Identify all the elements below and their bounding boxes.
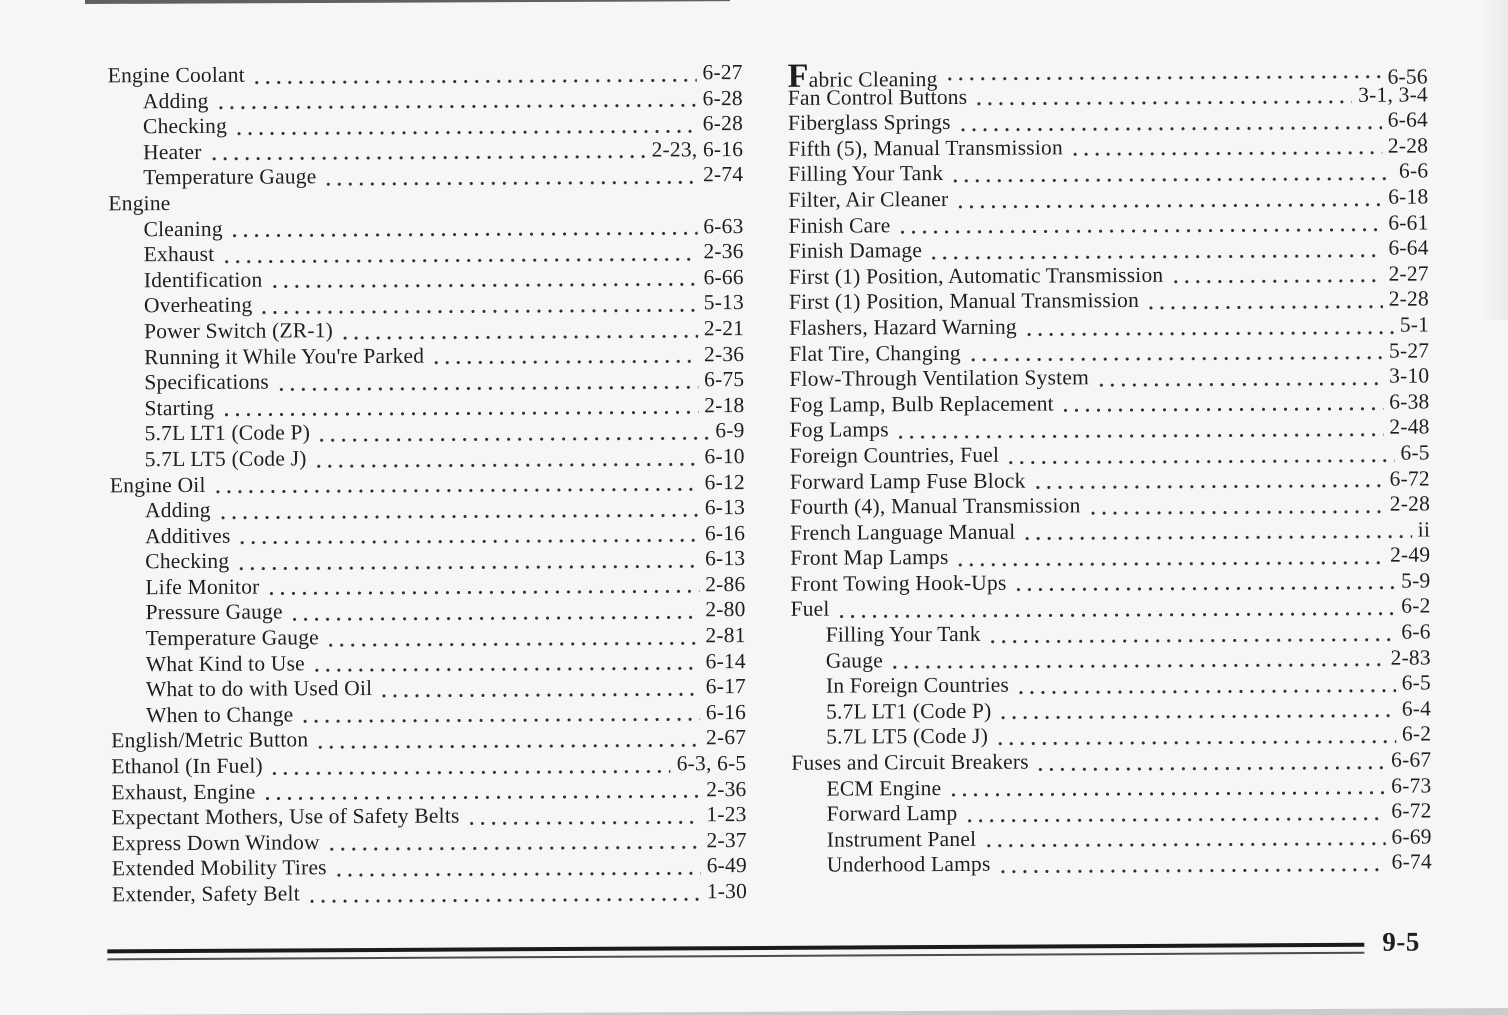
- entry-page-number: 6-2: [1401, 593, 1431, 619]
- entry-label: Temperature Gauge: [143, 164, 317, 190]
- entry-label: 5.7L LT1 (Code P): [826, 698, 992, 724]
- index-entry: [791, 747, 1431, 776]
- entry-label: Front Map Lamps: [790, 545, 949, 571]
- entry-label: Adding: [144, 497, 211, 523]
- index-entry: [791, 645, 1431, 674]
- entry-label: Filter, Air Cleaner: [788, 186, 949, 212]
- index-entry: [789, 287, 1429, 316]
- entry-page-number: 6-12: [704, 469, 745, 494]
- entry-page-number: 3-10: [1389, 363, 1430, 388]
- entry-page-number: 2-80: [705, 597, 746, 622]
- dot-leader: [1073, 151, 1382, 157]
- dot-leader: [1002, 714, 1396, 720]
- index-entry: [109, 265, 744, 294]
- entry-page-number: 2-37: [706, 827, 747, 853]
- entry-label: Expectant Mothers, Use of Safety Belts: [111, 803, 460, 830]
- entry-label: Front Towing Hook-Ups: [790, 570, 1007, 596]
- entry-label: Running it While You're Parked: [144, 343, 425, 369]
- entry-page-number: 6-17: [705, 674, 746, 699]
- entry-page-number: 6-13: [704, 546, 746, 571]
- entry-label: Flow-Through Ventilation System: [789, 365, 1090, 391]
- dot-leader: [1019, 688, 1396, 694]
- index-entry: [111, 700, 746, 729]
- index-entry: [790, 415, 1430, 444]
- dot-leader: [1099, 381, 1383, 386]
- index-entry: [108, 60, 743, 89]
- entry-label: Ethanol (In Fuel): [111, 753, 263, 779]
- entry-page-number: 6-66: [703, 264, 744, 290]
- entry-page-number: 6-14: [705, 648, 746, 673]
- dot-leader: [1027, 330, 1394, 336]
- index-entry: [112, 828, 747, 857]
- dot-leader: [470, 820, 701, 825]
- dot-leader: [279, 385, 698, 391]
- dot-leader: [221, 513, 699, 520]
- dot-leader: [293, 615, 700, 621]
- entry-label: French Language Manual: [790, 519, 1016, 545]
- entry-page-number: 6-72: [1389, 465, 1430, 491]
- entry-page-number: 2-36: [703, 239, 744, 264]
- entry-page-number: 6-61: [1388, 210, 1429, 235]
- index-entry: [789, 236, 1429, 265]
- index-entry: [108, 188, 743, 217]
- dot-leader: [327, 180, 698, 186]
- dot-leader: [273, 769, 671, 775]
- index-entry: [110, 572, 745, 601]
- entry-page-number: 5-13: [703, 290, 744, 315]
- index-entry: [791, 620, 1431, 649]
- entry-label: Foreign Countries, Fuel: [789, 442, 1000, 468]
- dot-leader: [262, 308, 697, 314]
- dot-leader: [977, 100, 1352, 106]
- entry-page-number: 6-9: [715, 418, 745, 443]
- index-entry: [109, 316, 744, 345]
- dot-leader: [959, 561, 1385, 567]
- dot-leader: [303, 718, 699, 724]
- entry-page-number: 5-9: [1401, 568, 1431, 593]
- dot-leader: [1149, 305, 1383, 310]
- dot-leader: [893, 663, 1385, 670]
- dot-leader: [233, 231, 698, 237]
- entry-label: First (1) Position, Manual Transmission: [788, 288, 1140, 315]
- entry-page-number: 6-6: [1401, 619, 1431, 644]
- index-entry: [111, 649, 746, 678]
- dot-leader: [310, 897, 701, 903]
- entry-label: Temperature Gauge: [145, 625, 319, 651]
- dot-leader: [1091, 509, 1384, 515]
- entry-label: Cleaning: [143, 216, 223, 241]
- entry-page-number: 6-4: [1401, 696, 1432, 721]
- dot-leader: [986, 842, 1385, 848]
- entry-page-number: 6-27: [702, 60, 743, 85]
- entry-page-number: 2-81: [705, 623, 746, 648]
- dot-leader: [216, 487, 699, 494]
- entry-label: Fourth (4), Manual Transmission: [789, 493, 1081, 519]
- dot-leader: [241, 539, 699, 545]
- entry-label: 5.7L LT1 (Code P): [144, 420, 311, 446]
- dot-leader: [1001, 868, 1386, 874]
- index-entry: [110, 521, 745, 550]
- entry-page-number: 2-23, 6-16: [651, 136, 744, 162]
- entry-page-number: 6-73: [1391, 773, 1432, 798]
- entry-page-number: 6-75: [704, 367, 745, 392]
- dot-leader: [899, 433, 1384, 440]
- entry-page-number: 6-6: [1398, 158, 1429, 183]
- entry-label: Forward Lamp: [826, 801, 958, 826]
- entry-page-number: 2-67: [705, 725, 747, 750]
- index-entry: [788, 108, 1428, 137]
- index-entry: [110, 495, 745, 524]
- index-entry: [109, 290, 744, 319]
- index-entry: [790, 568, 1430, 597]
- entry-label: Adding: [142, 88, 209, 113]
- index-entry: [788, 210, 1428, 239]
- index-entry: [788, 82, 1428, 111]
- index-entry: [108, 111, 743, 140]
- index-entry: [109, 393, 744, 422]
- entry-page-number: 5-27: [1388, 337, 1430, 363]
- entry-label: Exhaust: [143, 241, 215, 267]
- entry-label: 5.7L LT5 (Code J): [144, 446, 307, 472]
- entry-page-number: 2-49: [1389, 542, 1431, 567]
- index-entry: [112, 802, 747, 831]
- entry-label: Fiberglass Springs: [787, 110, 951, 136]
- entry-page-number: 6-38: [1389, 389, 1430, 414]
- dot-leader: [330, 846, 701, 852]
- dot-leader: [947, 74, 1381, 80]
- entry-label: 5.7L LT5 (Code J): [826, 724, 989, 750]
- dot-leader: [318, 743, 700, 749]
- entry-page-number: 2-83: [1390, 645, 1431, 670]
- dot-leader: [337, 871, 701, 877]
- index-entry: [109, 239, 744, 268]
- index-entry: [790, 466, 1430, 495]
- dot-leader: [315, 667, 700, 673]
- entry-page-number: 3-1, 3-4: [1358, 82, 1428, 107]
- entry-page-number: 2-48: [1389, 414, 1430, 439]
- entry-page-number: 6-5: [1400, 440, 1430, 465]
- dot-leader: [1039, 765, 1385, 771]
- entry-label: Gauge: [825, 647, 883, 673]
- index-entry: [110, 444, 745, 473]
- index-entry: [109, 367, 744, 396]
- index-entry: [791, 696, 1431, 725]
- entry-label: Starting: [144, 395, 215, 420]
- entry-label: Overheating: [143, 292, 253, 318]
- index-entry: [111, 674, 746, 703]
- dot-leader: [1009, 458, 1394, 464]
- dot-leader: [382, 692, 699, 698]
- entry-page-number: 6-63: [703, 213, 744, 238]
- entry-label: Fuses and Circuit Breakers: [791, 749, 1029, 775]
- dot-leader: [255, 78, 697, 84]
- entry-label: Forward Lamp Fuse Block: [789, 468, 1026, 494]
- entry-label: Specifications: [144, 369, 270, 395]
- entry-label: What to do with Used Oil: [145, 676, 373, 702]
- entry-page-number: 6-28: [702, 111, 744, 136]
- entry-page-number: 6-64: [1387, 107, 1429, 132]
- dot-leader: [998, 740, 1396, 746]
- dot-leader: [224, 411, 698, 417]
- dropcap-letter: F: [787, 57, 809, 95]
- dot-leader: [840, 612, 1396, 619]
- index-entry: [789, 338, 1429, 367]
- dot-leader: [272, 283, 697, 289]
- entry-label: ECM Engine: [826, 775, 942, 801]
- entry-label: Flat Tire, Changing: [789, 340, 961, 366]
- entry-page-number: 2-74: [702, 162, 744, 187]
- entry-page-number: 6-72: [1391, 798, 1432, 823]
- index-entry: [792, 824, 1432, 853]
- index-entry: [791, 671, 1431, 700]
- entry-page-number: 6-2: [1401, 721, 1432, 747]
- entry-label: What Kind to Use: [145, 651, 305, 676]
- entry-page-number: 6-28: [702, 85, 743, 110]
- dot-leader: [991, 637, 1396, 643]
- entry-label: Pressure Gauge: [145, 599, 283, 625]
- dot-leader: [237, 129, 697, 135]
- index-entry: [789, 364, 1429, 393]
- entry-label: When to Change: [146, 702, 294, 728]
- dot-leader: [961, 125, 1382, 131]
- entry-label: Fabric Cleaning: [787, 57, 938, 95]
- entry-page-number: 2-21: [703, 315, 745, 341]
- dot-leader: [1064, 407, 1383, 413]
- entry-page-number: 2-28: [1389, 491, 1431, 516]
- index-column-right: [788, 56, 1432, 904]
- entry-page-number: 6-49: [706, 853, 747, 878]
- entry-label: In Foreign Countries: [825, 672, 1010, 698]
- dot-leader: [239, 564, 699, 570]
- dot-leader: [1173, 279, 1382, 284]
- entry-page-number: 6-64: [1388, 235, 1429, 260]
- index-entry: [110, 546, 745, 575]
- index-entry: [110, 598, 745, 627]
- dot-leader: [224, 257, 697, 263]
- entry-page-number: 6-13: [704, 495, 746, 520]
- index-entry: [788, 159, 1428, 188]
- index-entry: [792, 850, 1432, 879]
- index-entry: [790, 440, 1430, 469]
- index-entry: [108, 214, 743, 243]
- dot-leader: [900, 228, 1382, 235]
- dot-leader: [434, 359, 698, 364]
- entry-page-number: 6-67: [1391, 747, 1432, 772]
- entry-label: Checking: [145, 549, 230, 574]
- index-entry: [112, 879, 747, 908]
- entry-page-number: 2-86: [705, 571, 746, 597]
- index-entry: [788, 184, 1428, 213]
- entry-label: Extender, Safety Belt: [111, 881, 300, 907]
- index-entry: [111, 777, 746, 806]
- dot-leader: [971, 356, 1383, 362]
- dot-leader: [1017, 586, 1396, 592]
- index-entry: [791, 773, 1431, 802]
- entry-page-number: 1-30: [706, 879, 748, 904]
- entry-page-number: 6-3, 6-5: [676, 751, 747, 776]
- page-number: 9-5: [1382, 926, 1420, 957]
- entry-label: Finish Care: [788, 212, 891, 238]
- index-entry: [108, 162, 743, 191]
- entry-label: Life Monitor: [145, 574, 260, 600]
- entry-label: Engine Coolant: [107, 62, 245, 88]
- entry-page-number: 6-69: [1391, 824, 1432, 849]
- entry-page-number: 2-36: [706, 776, 747, 801]
- dot-leader: [1025, 535, 1411, 541]
- index-entry: [109, 342, 744, 371]
- entry-page-number: 6-74: [1391, 849, 1432, 875]
- dot-leader: [343, 334, 698, 340]
- index-entry: [790, 594, 1430, 623]
- dot-leader: [967, 817, 1385, 823]
- index-entry: [108, 137, 743, 166]
- entry-page-number: 2-28: [1387, 133, 1429, 158]
- index-entry: [789, 389, 1429, 418]
- entry-label: English/Metric Button: [111, 727, 309, 753]
- index-entry: [110, 470, 745, 499]
- dot-leader: [320, 436, 709, 442]
- entry-page-number: 6-10: [704, 443, 745, 469]
- entry-label: Finish Damage: [788, 238, 923, 263]
- entry-page-number: 6-16: [705, 699, 747, 725]
- entry-label: Express Down Window: [111, 830, 320, 856]
- entry-label: Filling Your Tank: [788, 161, 944, 187]
- entry-label: Fog Lamps: [789, 417, 889, 443]
- index-entry: [110, 418, 745, 447]
- index-entry: [790, 492, 1430, 521]
- entry-label: Exhaust, Engine: [111, 779, 256, 804]
- index-entry: [790, 543, 1430, 572]
- entry-page-number: 2-27: [1388, 261, 1429, 286]
- dot-leader: [1036, 484, 1384, 490]
- entry-label: Fan Control Buttons: [787, 84, 968, 110]
- entry-page-number: 6-56: [1387, 64, 1428, 89]
- index-entry: [788, 133, 1428, 162]
- dot-leader: [219, 103, 697, 110]
- entry-page-number: 6-16: [704, 520, 746, 545]
- entry-label: Underhood Lamps: [826, 852, 991, 878]
- dot-leader: [269, 590, 699, 596]
- index-entry: [789, 312, 1429, 341]
- entry-label: Fuel: [790, 597, 830, 622]
- dot-leader: [212, 155, 646, 161]
- entry-label: Engine Oil: [109, 472, 206, 497]
- index-entry: [792, 799, 1432, 828]
- index-entry: [108, 86, 743, 115]
- entry-page-number: 6-18: [1388, 184, 1429, 209]
- index-entry: [111, 751, 746, 780]
- dot-leader: [951, 791, 1385, 797]
- entry-label: First (1) Position, Automatic Transmission: [788, 262, 1164, 289]
- entry-label: Engine: [108, 191, 171, 216]
- entry-label: Identification: [143, 267, 263, 292]
- entry-label: Fog Lamp, Bulb Replacement: [789, 391, 1054, 417]
- entry-page-number: 5-1: [1399, 312, 1430, 337]
- entry-label: Extended Mobility Tires: [111, 855, 327, 881]
- entry-label: Filling Your Tank: [825, 621, 981, 647]
- footer-rule: [107, 943, 1364, 961]
- index-entry: [111, 623, 746, 652]
- dot-leader: [953, 177, 1393, 183]
- entry-label: Fifth (5), Manual Transmission: [788, 135, 1063, 161]
- entry-label: Checking: [142, 113, 228, 139]
- index-entry: [791, 722, 1431, 751]
- dot-leader: [329, 641, 700, 647]
- index-entry: [789, 261, 1429, 290]
- entry-page-number: 6-5: [1401, 670, 1431, 695]
- entry-page-number: 2-18: [704, 392, 745, 417]
- entry-label: Heater: [143, 139, 202, 164]
- entry-label: Power Switch (ZR-1): [144, 318, 334, 344]
- index-column-left: [108, 60, 747, 908]
- index-content: [108, 56, 1432, 907]
- entry-label: Flashers, Hazard Warning: [788, 314, 1017, 340]
- dot-leader: [317, 462, 699, 468]
- entry-page-number: 1-23: [706, 802, 747, 827]
- entry-page-number: 2-36: [703, 341, 745, 366]
- dot-leader: [958, 202, 1382, 208]
- index-entry: [112, 853, 747, 882]
- entry-label: Instrument Panel: [826, 826, 977, 852]
- index-entry: [790, 517, 1430, 546]
- entry-label: Additives: [145, 523, 231, 548]
- index-entry: [111, 725, 746, 754]
- entry-page-number: 2-28: [1388, 286, 1429, 312]
- entry-page-number: ii: [1417, 517, 1431, 542]
- dot-leader: [265, 795, 700, 801]
- dot-leader: [932, 253, 1382, 259]
